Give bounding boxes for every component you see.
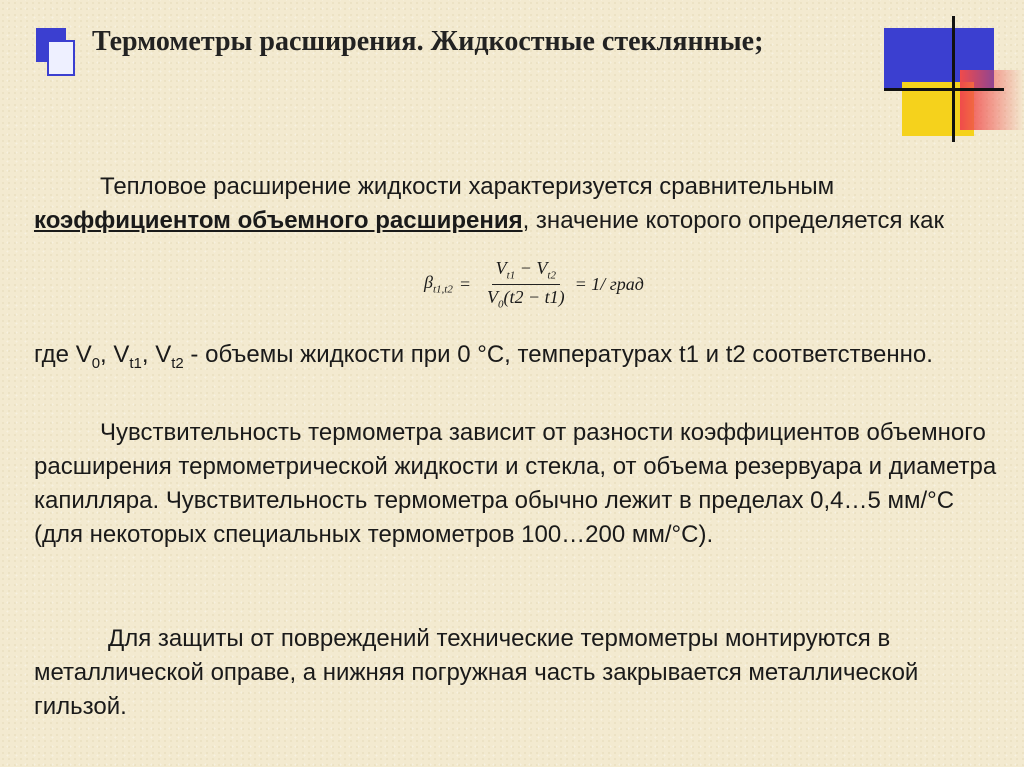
formula-result: = 1/ град: [574, 273, 644, 294]
formula-denominator: $V_0(t2 - t1)$: [487, 286, 565, 311]
slide-title: Термометры расширения. Жидкостные стеклянные;: [92, 26, 764, 57]
coefficient-term: коэффициентом объемного расширения: [34, 207, 523, 234]
formula-numerator: $V_{t1} - V_{t2}$: [492, 258, 560, 285]
intro-after: , значение которого определяется как: [522, 207, 945, 234]
decor-square-front: [47, 40, 75, 76]
decor-red-block: [960, 70, 1024, 130]
formula-fraction: [483, 258, 569, 310]
intro-text: Тепловое расширение жидкости характеризуется сравнительным: [100, 173, 835, 200]
paragraph-protection: Для защиты от повреждений технические термометры монтируются в металлической оправе, а нижняя погружная часть закрывается металлической гильзой.: [34, 625, 919, 720]
paragraph-sensitivity: Чувствительность термометра зависит от разности коэффициентов объемного расширения термометрической жидкости и стекла, от объема резервуара и диаметра капилляра. Чувствительность термометра обычно лежит в пределах 0,4…5 мм/°С (для некоторых специальных термометров 100…200 мм/°С).: [34, 419, 997, 548]
decor-horizontal-line: [884, 88, 1004, 91]
formula-equals: =: [458, 273, 471, 294]
paragraph-intro: [34, 170, 1004, 238]
formula-beta: $\beta_{t1,t2}$: [424, 272, 453, 296]
paragraph-volumes: где $V_0$, $V_{t1}$, $V_{t2}$ - объемы жидкости при 0 °С, температурах t1 и t2 соответственно.: [34, 341, 933, 372]
expansion-formula: [424, 258, 644, 310]
decor-vertical-line: [952, 16, 955, 142]
